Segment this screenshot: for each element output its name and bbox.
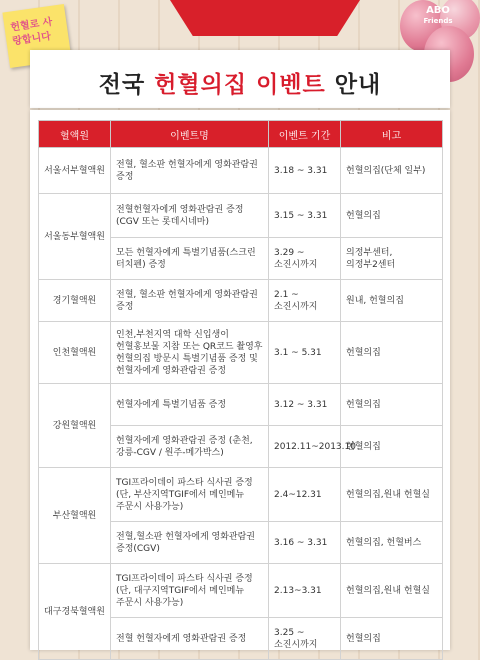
cell-note: 헌혈의집 [341, 618, 443, 660]
cell-note: 의정부센터, 의정부2센터 [341, 238, 443, 280]
table-body [39, 148, 443, 660]
cell-period: 3.12 ~ 3.31 [269, 384, 341, 426]
logo-sub-text: Friends [423, 17, 453, 25]
cell-note: 헌혈의집 [341, 384, 443, 426]
cell-event: 전혈, 혈소판 헌혈자에게 영화관람권 증정 [111, 148, 269, 194]
table-row [39, 384, 443, 426]
cell-org: 강원혈액원 [39, 384, 111, 468]
cell-org: 서울동부혈액원 [39, 194, 111, 280]
table-row [39, 194, 443, 238]
cell-note: 헌혈의집 [341, 426, 443, 468]
cell-note: 헌혈의집 [341, 322, 443, 384]
page-title [30, 66, 450, 99]
cell-note: 헌혈의집,원내 헌혈실 [341, 468, 443, 522]
event-table [38, 120, 443, 660]
cell-note: 헌혈의집, 헌혈버스 [341, 522, 443, 564]
table-header-row [39, 121, 443, 148]
cell-period: 2.4~12.31 [269, 468, 341, 522]
table-row [39, 322, 443, 384]
cell-event: 헌혈자에게 영화관람권 증정 (춘천,강릉-CGV / 원주-메가박스) [111, 426, 269, 468]
title-suffix: 안내 [334, 72, 382, 98]
cell-event: 전혈헌혈자에게 영화관람권 증정 (CGV 또는 롯데시네마) [111, 194, 269, 238]
table-row [39, 564, 443, 618]
sticky-note-text: 헌혈로 사랑합니다 [9, 16, 54, 48]
cell-note: 원내, 헌혈의집 [341, 280, 443, 322]
cell-period: 2012.11~2013.10 [269, 426, 341, 468]
cell-event: 인천,부천지역 대학 신입생이 헌혈홍보물 지참 또는 QR코드 촬영후 헌혈의집 방문시 특별기념품 증정 및 헌혈자에게 영화관람권 증정 [111, 322, 269, 384]
cell-note: 헌혈의집,원내 헌혈실 [341, 564, 443, 618]
header-period: 이벤트 기간 [269, 121, 341, 148]
cell-org: 부산혈액원 [39, 468, 111, 564]
cell-period: 3.16 ~ 3.31 [269, 522, 341, 564]
table-row [39, 148, 443, 194]
cell-event: 모든 헌혈자에게 특별기념품(스크린 터치펜) 증정 [111, 238, 269, 280]
cell-period: 3.29 ~ 소진시까지 [269, 238, 341, 280]
header-org: 혈액원 [39, 121, 111, 148]
cell-org: 인천혈액원 [39, 322, 111, 384]
cell-org: 서울서부혈액원 [39, 148, 111, 194]
cell-period: 3.15 ~ 3.31 [269, 194, 341, 238]
cell-note: 헌혈의집 [341, 194, 443, 238]
cell-note: 헌혈의집(단체 일부) [341, 148, 443, 194]
title-highlight: 헌혈의집 이벤트 [154, 72, 326, 98]
table-row [39, 280, 443, 322]
cell-event: 전혈, 혈소판 헌혈자에게 영화관람권 증정 [111, 280, 269, 322]
title-prefix: 전국 [98, 72, 146, 98]
red-ribbon-decoration [170, 0, 360, 36]
cell-org: 경기혈액원 [39, 280, 111, 322]
cell-event: 전혈 헌혈자에게 영화관람권 증정 [111, 618, 269, 660]
cell-event: TGI프라이데이 파스타 식사권 증정 (단, 대구지역TGIF에서 메인메뉴 주문시 사용가능) [111, 564, 269, 618]
header-note: 비고 [341, 121, 443, 148]
cell-period: 3.1 ~ 5.31 [269, 322, 341, 384]
logo-text: ABO [426, 5, 450, 16]
cell-period: 2.13~3.31 [269, 564, 341, 618]
cell-event: 헌혈자에게 특별기념품 증정 [111, 384, 269, 426]
cell-period: 2.1 ~ 소진시까지 [269, 280, 341, 322]
table-row [39, 468, 443, 522]
cell-event: 전혈,혈소판 헌혈자에게 영화관람권 증정(CGV) [111, 522, 269, 564]
cell-org: 대구경북혈액원 [39, 564, 111, 660]
cell-event: TGI프라이데이 파스타 식사권 증정 (단, 부산지역TGIF에서 메인메뉴 주문시 사용가능) [111, 468, 269, 522]
abo-friends-logo [409, 6, 467, 26]
cell-period: 3.18 ~ 3.31 [269, 148, 341, 194]
header-event: 이벤트명 [111, 121, 269, 148]
cell-period: 3.25 ~ 소진시까지 [269, 618, 341, 660]
